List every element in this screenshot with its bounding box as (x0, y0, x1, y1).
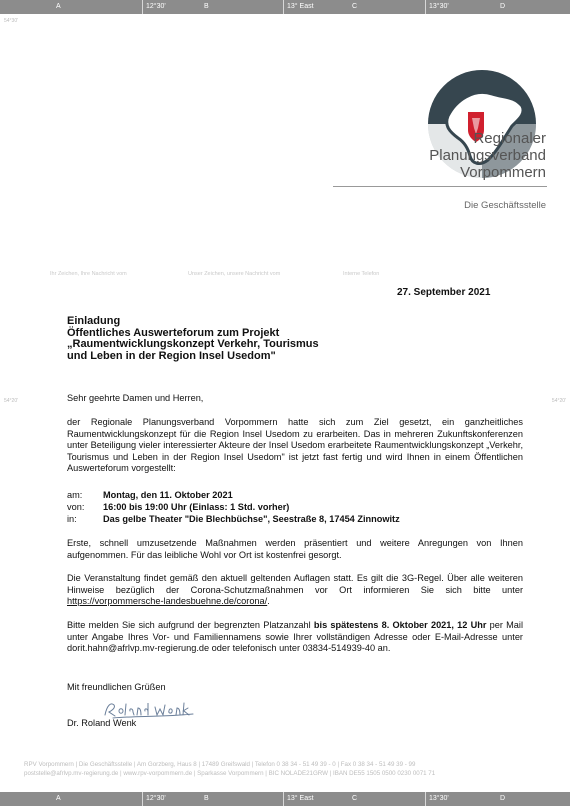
registration-text-b: per Mail unter Angabe Ihres Vor- und Familiennamens sowie Ihrer vollständigen Adresse oder E-Mail-Adresse unter dorit.hahn@afrlvp.mv-regierung.de oder telefonisch unter 03834-514939-40 an. (67, 620, 524, 653)
title-line4: und Leben in der Region Insel Usedom" (67, 349, 276, 362)
map-border-top (0, 0, 570, 14)
event-time: 16:00 bis 19:00 Uhr (Einlass: 1 Std. vorher) (103, 502, 290, 512)
closing: Mit freundlichen Grüßen (67, 682, 166, 692)
map-border-bottom (0, 792, 570, 806)
intro-paragraph: der Regionale Planungsverband Vorpommern hatte sich zum Ziel gesetzt, ein ganzheitliches Raumentwicklungskonzept für die Region Insel Usedom zu erarbeiten. Das in mehreren Zukunftskonferenzen unter Beteiligung vieler interessierter Akteure der Insel Usedom erarbeitete Raumentwicklungskonzept „Verkehr, Tourismus und Leben in der Region Insel Usedom" ist jetzt fast fertig und wird Ihnen in einem Öffentlichen Auswerteforum vorgestellt: (67, 417, 523, 473)
event-location: Das gelbe Theater "Die Blechbüchse", Seestraße 8, 17454 Zinnowitz (103, 514, 400, 524)
title-line2: Öffentliches Auswerteforum zum Projekt (67, 326, 280, 339)
border-label-1230-bottom: 12°30' (146, 795, 166, 802)
border-label-d: D (500, 3, 506, 10)
registration-paragraph (67, 620, 523, 655)
event-time-label: von: (67, 502, 85, 512)
salutation: Sehr geehrte Damen und Herren, (67, 393, 204, 403)
border-label-a: A (56, 3, 61, 10)
border-label-1330-bottom: 13°30' (429, 795, 449, 802)
border-label-b: B (204, 3, 209, 10)
signer-name: Dr. Roland Wenk (67, 718, 137, 728)
letter-title (67, 316, 319, 362)
event-date: Montag, den 11. Oktober 2021 (103, 490, 233, 500)
registration-deadline: bis spätestens 8. Oktober 2021, 12 Uhr (313, 620, 487, 630)
org-name-line2: Planungsverband (429, 147, 546, 164)
title-line3: „Raumentwicklungskonzept Verkehr, Tourismus (67, 338, 319, 350)
border-label-1330: 13°30' (429, 3, 449, 10)
corona-text-end: . (267, 596, 270, 606)
event-date-label: am: (67, 490, 83, 500)
border-label-13-east: 13° East (287, 3, 314, 10)
signature-icon (103, 699, 198, 719)
corona-paragraph (67, 573, 523, 608)
corona-text: Die Veranstaltung findet gemäß den aktuell geltenden Auflagen statt. Es gilt die 3G-Regel. Über alle weiteren Hinweise bezüglich der Corona-Schutzmaßnahmen vor Ort informieren Sie sich bitte unter (67, 573, 523, 595)
border-label-a-bottom: A (56, 795, 61, 802)
border-label-13-east-bottom: 13° East (287, 795, 314, 802)
corona-info-link[interactable]: https://vorpommersche-landesbuehne.de/corona/ (67, 596, 268, 606)
edge-label-right-mid: 54°20' (551, 398, 566, 404)
event-location-label: in: (67, 514, 77, 524)
org-name-line1: Regionaler (473, 130, 546, 147)
border-label-d-bottom: D (500, 795, 506, 802)
edge-label-left-top: 54°30' (4, 18, 19, 24)
org-subtitle: Die Geschäftsstelle (464, 200, 546, 211)
border-label-b-bottom: B (204, 795, 209, 802)
border-label-1230: 12°30' (146, 3, 166, 10)
footer-line1: RPV Vorpommern | Die Geschäftsstelle | Am Gorzberg, Haus 8 | 17489 Greifswald | Telefon 0 38 34 - 51 49 39 - 0 | Fax 0 38 34 - 51 49 39 - 99 (24, 761, 416, 768)
org-name-line3: Vorpommern (460, 164, 546, 181)
faint-header-mid: Unser Zeichen, unsere Nachricht vom (188, 271, 281, 277)
border-label-c-bottom: C (352, 795, 358, 802)
letter-date: 27. September 2021 (397, 287, 491, 298)
border-label-c: C (352, 3, 358, 10)
measures-paragraph: Erste, schnell umzusetzende Maßnahmen werden präsentiert und weitere Anregungen von Ihnen aufgenommen. Für das leibliche Wohl vor Ort ist kostenfrei gesorgt. (67, 538, 523, 560)
faint-header-right: Interne Telefon (343, 271, 380, 277)
footer-line2: poststelle@afrlvp.mv-regierung.de | www.rpv-vorpommern.de | Sparkasse Vorpommern | BIC NOLADE21GRW | IBAN DE55 1505 0500 0230 0071 71 (24, 770, 436, 777)
edge-label-left-mid: 54°20' (4, 398, 19, 404)
registration-text-a: Bitte melden Sie sich aufgrund der begrenzten Platzanzahl (67, 620, 314, 630)
org-divider (333, 186, 547, 187)
faint-header-left: Ihr Zeichen, Ihre Nachricht vom (50, 271, 127, 277)
title-line1: Einladung (67, 315, 121, 327)
